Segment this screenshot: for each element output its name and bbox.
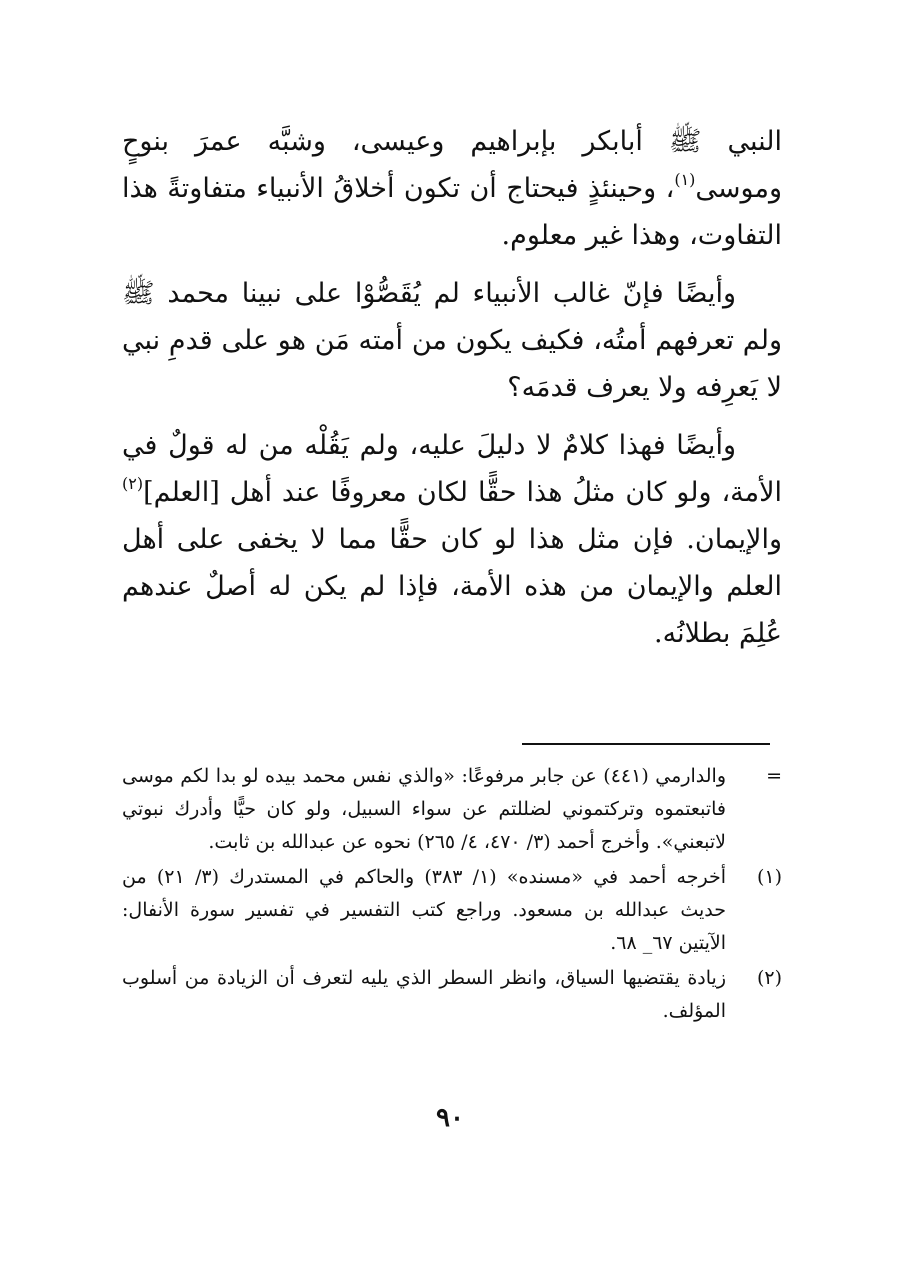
paragraph-2-text: وأيضًا فإنّ غالب الأنبياء لم يُقَصُّوْا على نبينا محمد ﷺ ولم تعرفهم أمتُه، فكيف يكون من أمته مَن هو على قدمِ نبي لا يَعرِفه ولا يعرف قدمَه؟ <box>122 278 782 403</box>
footnote-ref-2: (٢) <box>122 474 144 493</box>
paragraph-1-continuation: ، وحينئذٍ فيحتاج أن تكون أخلاقُ الأنبياء متفاوتةً هذا التفاوت، وهذا غير معلوم. <box>122 173 782 251</box>
footnote-ref-1: (١) <box>674 170 696 189</box>
page-number: ٩٠ <box>436 1103 464 1133</box>
paragraph-3-continuation: والإيمان. فإن مثل هذا لو كان حقًّا مما لا يخفى على أهل العلم والإيمان من هذه الأمة، فإذا لم يكن له أصلٌ عندهم عُلِمَ بطلانُه. <box>122 524 782 649</box>
footnote-separator <box>522 743 770 745</box>
footnote-marker: = <box>766 765 782 787</box>
footnote-continued <box>122 760 782 859</box>
paragraph-2 <box>122 270 782 411</box>
paragraph-1 <box>122 118 782 259</box>
paragraph-3-text: وأيضًا فهذا كلامٌ لا دليلَ عليه، ولم يَقُلْه من له قولٌ في الأمة، ولو كان مثلُ هذا حقًّا لكان معروفًا عند أهل [العلم] <box>122 430 782 508</box>
footnote-marker: (٢) <box>756 967 782 989</box>
footnote-1 <box>122 861 782 960</box>
footnote-2 <box>122 962 782 1028</box>
footnote-marker: (١) <box>756 866 782 888</box>
footnote-text: أخرجه أحمد في «مسنده» (١/ ٣٨٣) والحاكم في المستدرك (٣/ ٢١) من حديث عبدالله بن مسعود. وراجع كتب التفسير في تفسير سورة الأنفال: الآيتين ٦٧_ ٦٨. <box>122 866 727 954</box>
footnote-text: زيادة يقتضيها السياق، وانظر السطر الذي يليه لتعرف أن الزيادة من أسلوب المؤلف. <box>122 967 726 1022</box>
footnotes <box>122 760 782 1028</box>
footnote-text: والدارمي (٤٤١) عن جابر مرفوعًا: «والذي نفس محمد بيده لو بدا لكم موسى فاتبعتموه وتركتموني لضللتم عن سواء السبيل، ولو كان حيًّا وأدرك نبوتي لاتبعني». وأخرج أحمد (٣/ ٤٧٠، ٤/ ٢٦٥) نحوه عن عبدالله بن ثابت. <box>122 765 726 853</box>
paragraph-1-text: النبي ﷺ أبابكر بإبراهيم وعيسى، وشبَّه عمرَ بنوحٍ وموسى <box>122 126 782 204</box>
paragraph-3 <box>122 422 782 657</box>
main-text <box>122 118 782 657</box>
